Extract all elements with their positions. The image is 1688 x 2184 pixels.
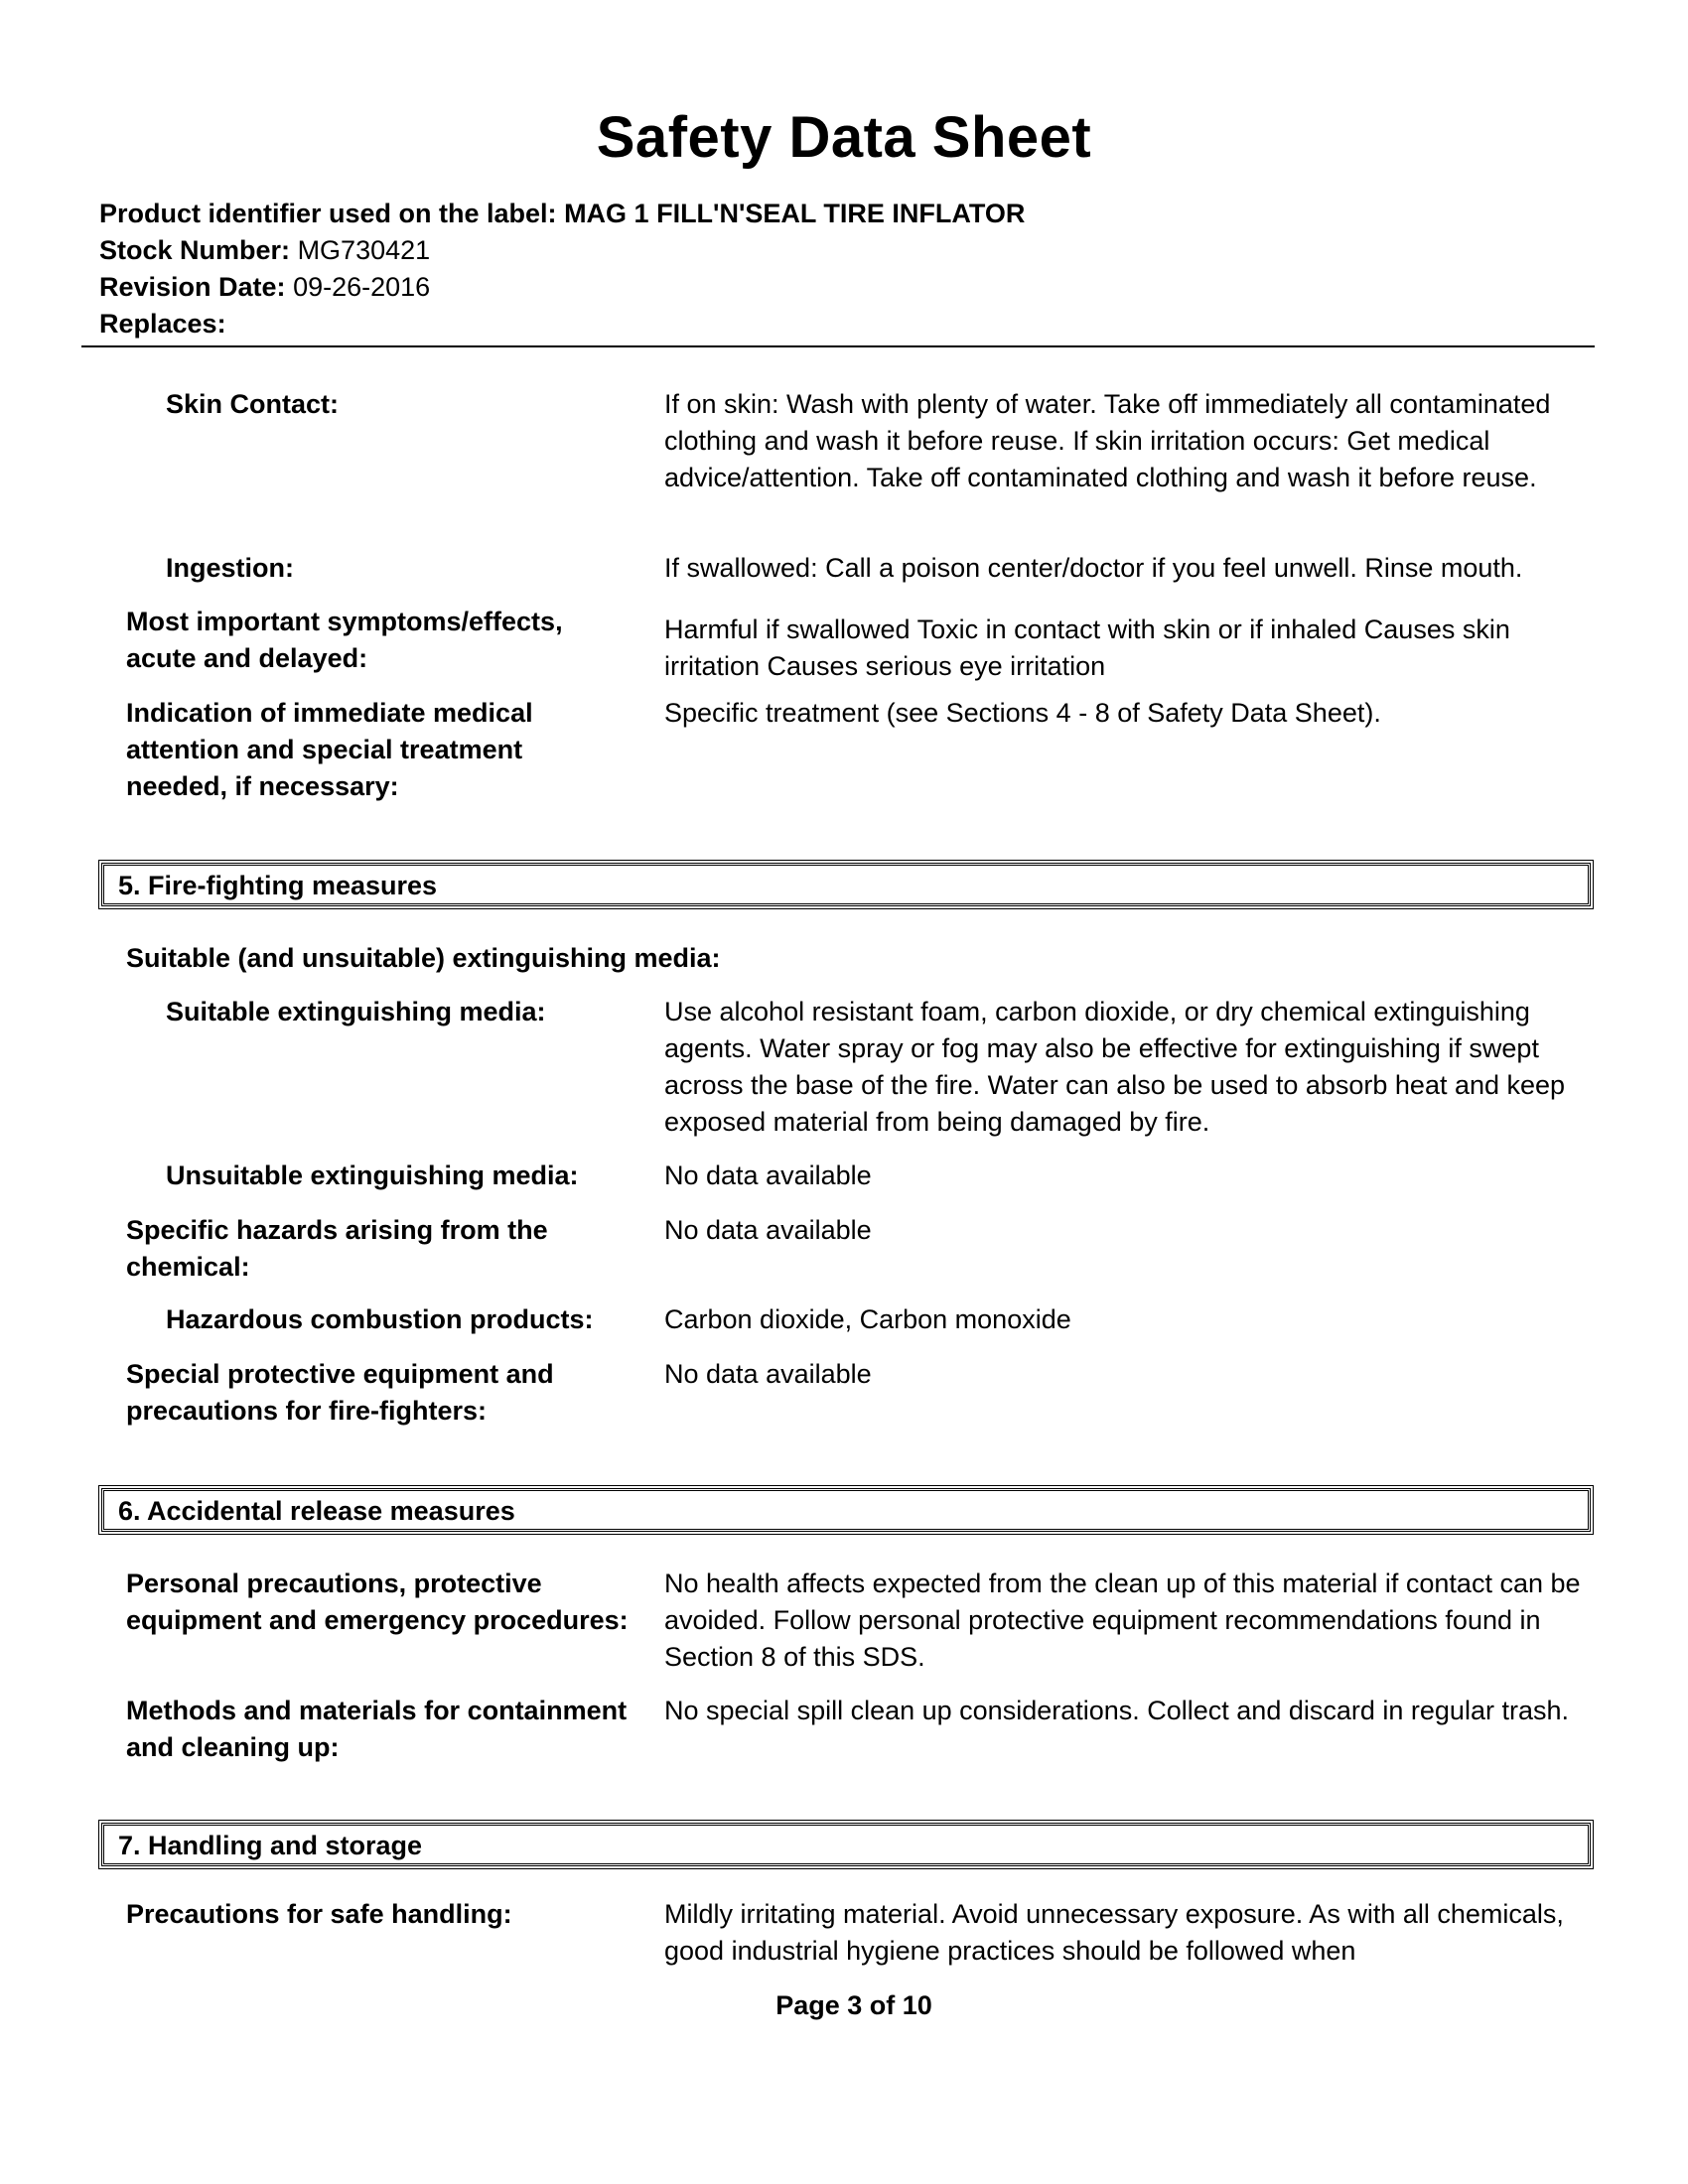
revision-date-value: 09-26-2016 [293, 272, 431, 302]
combustion-products-label: Hazardous combustion products: [166, 1304, 594, 1334]
combustion-products-value: Carbon dioxide, Carbon monoxide [664, 1304, 1071, 1334]
section-6-header [101, 1488, 1591, 1532]
product-identifier-label: Product identifier used on the label: [99, 199, 557, 228]
replaces-line [99, 306, 226, 342]
product-identifier-value: MAG 1 FILL'N'SEAL TIRE INFLATOR [564, 199, 1026, 228]
containment-methods-label: Methods and materials for containment and cleaning up: [126, 1696, 628, 1762]
skin-contact-label: Skin Contact: [166, 389, 340, 419]
protective-equipment-value: No data available [664, 1359, 872, 1389]
skin-contact-value: If on skin: Wash with plenty of water. Take off immediately all contaminated clothing and wash it before reuse. If skin irritation occurs: Get medical advice/attention. Take off contaminated clothing and wash it before reuse. [664, 389, 1551, 492]
section-7-header [101, 1823, 1591, 1866]
stock-number-label: Stock Number: [99, 235, 291, 265]
safe-handling-value: Mildly irritating material. Avoid unnecessary exposure. As with all chemicals, good industrial hygiene practices should be followed when [664, 1899, 1564, 1966]
document-title: Safety Data Sheet [596, 105, 1092, 170]
medical-attention-value: Specific treatment (see Sections 4 - 8 of Safety Data Sheet). [664, 698, 1381, 728]
suitable-media-label: Suitable extinguishing media: [166, 997, 546, 1026]
personal-precautions-label: Personal precautions, protective equipment and emergency procedures: [126, 1569, 629, 1635]
extinguishing-media-heading: Suitable (and unsuitable) extinguishing media: [126, 943, 721, 973]
personal-precautions-value: No health affects expected from the clean up of this material if contact can be avoided. Follow personal protective equipment recommendations found in Section 8 of this SDS. [664, 1569, 1581, 1672]
product-identifier-line [99, 196, 1025, 232]
stock-number-line [99, 232, 430, 269]
suitable-media-value: Use alcohol resistant foam, carbon dioxide, or dry chemical extinguishing agents. Water spray or fog may also be effective for extinguishing if swept across the base of the fire. Water can also be used to absorb heat and keep exposed material from being damaged by fire. [664, 997, 1566, 1137]
section-7-title: 7. Handling and storage [118, 1831, 423, 1860]
section-5-title: 5. Fire-fighting measures [118, 871, 438, 900]
stock-number-value: MG730421 [297, 235, 431, 265]
containment-methods-value: No special spill clean up considerations. Collect and discard in regular trash. [664, 1696, 1569, 1725]
ingestion-value: If swallowed: Call a poison center/doctor if you feel unwell. Rinse mouth. [664, 553, 1523, 583]
replaces-label: Replaces: [99, 309, 226, 339]
specific-hazards-label: Specific hazards arising from the chemical: [126, 1215, 548, 1282]
medical-attention-label: Indication of immediate medical attention and special treatment needed, if necessary: [126, 698, 533, 801]
ingestion-label: Ingestion: [166, 553, 294, 583]
unsuitable-media-value: No data available [664, 1160, 872, 1190]
header-divider [81, 345, 1595, 347]
revision-date-label: Revision Date: [99, 272, 286, 302]
revision-date-line [99, 269, 430, 306]
section-5-header [101, 863, 1591, 906]
section-6-title: 6. Accidental release measures [118, 1496, 515, 1526]
page-number: Page 3 of 10 [775, 1990, 932, 2020]
unsuitable-media-label: Unsuitable extinguishing media: [166, 1160, 579, 1190]
symptoms-label: Most important symptoms/effects, acute and delayed: [126, 607, 563, 673]
safe-handling-label: Precautions for safe handling: [126, 1899, 512, 1929]
specific-hazards-value: No data available [664, 1215, 872, 1245]
protective-equipment-label: Special protective equipment and precautions for fire-fighters: [126, 1359, 554, 1426]
symptoms-value: Harmful if swallowed Toxic in contact with skin or if inhaled Causes skin irritation Causes serious eye irritation [664, 614, 1510, 681]
